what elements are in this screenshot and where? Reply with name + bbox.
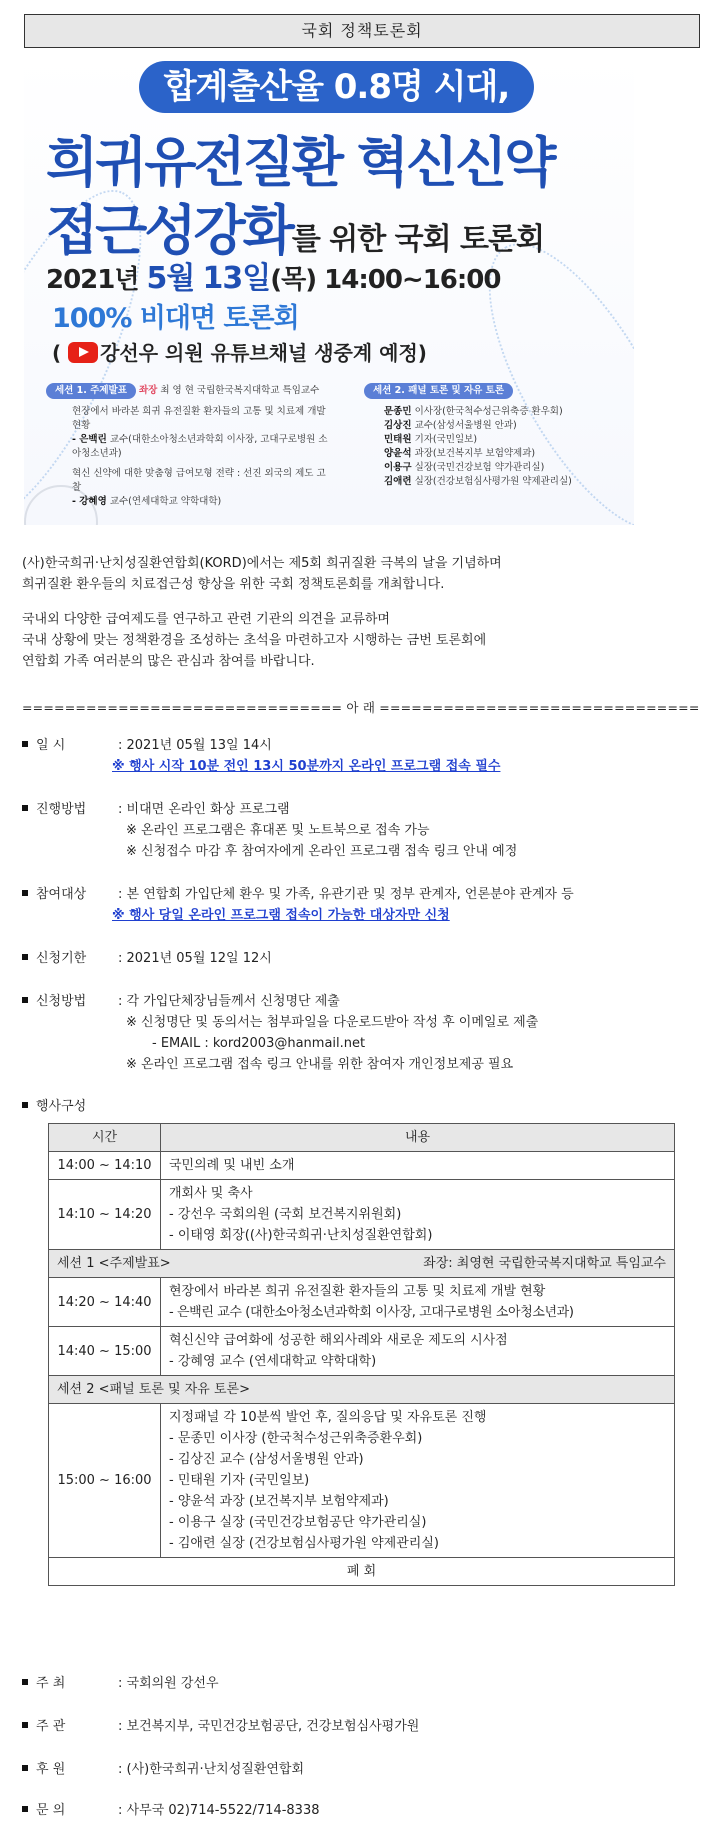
row-content: [161, 1278, 675, 1327]
method-note-2: ※ 신청접수 마감 후 참여자에게 온라인 프로그램 접속 링크 안내 예정: [126, 844, 518, 859]
detail-value: : 2021년 05월 12일 12시: [118, 951, 272, 966]
poster-headline-2-tail: 를 위한 국회 토론회: [291, 222, 545, 257]
footer-host: [22, 1673, 219, 1694]
panel-list: [364, 405, 624, 489]
detail-label: 일 시: [36, 738, 66, 753]
footer-label: 주 관: [36, 1719, 66, 1734]
table-row: [49, 1152, 675, 1180]
row-line: - 은백린 교수 (대한소아청소년과학회 이사장, 고대구로병원 소아청소년과): [169, 1305, 574, 1320]
session-row: [49, 1376, 675, 1404]
intro-line: 연합회 가족 여러분의 많은 관심과 참여를 바랍니다.: [22, 654, 315, 669]
intro-paragraph-1: [22, 553, 502, 595]
bullet-icon: [22, 954, 28, 960]
row-content: [161, 1404, 675, 1558]
panel-name: 문종민: [384, 406, 412, 417]
event-poster: [24, 55, 634, 525]
detail-label: 신청기한: [36, 951, 87, 966]
session-1-chair-row: 좌장: 최영현 국립한국복지대학교 특임교수: [423, 1256, 666, 1271]
detail-date: [22, 735, 500, 777]
detail-method: [22, 799, 517, 862]
bullet-icon: [22, 805, 28, 811]
footer-label: 후 원: [36, 1762, 66, 1777]
footer-label: 주 최: [36, 1676, 66, 1691]
footer-value: : 사무국 02)714-5522/714-8338: [118, 1803, 320, 1818]
panel-role: 기자(국민일보): [414, 434, 478, 445]
panel-member: [384, 405, 624, 419]
detail-value: : 본 연합회 가입단체 환우 및 가족, 유관기관 및 정부 관계자, 언론분야 관계자 등: [118, 887, 574, 902]
poster-youtube-text: 강선우 의원 유튜브채널 생중계 예정): [100, 341, 427, 365]
intro-line: 국내외 다양한 급여제도를 연구하고 관련 기관의 의견을 교류하며: [22, 612, 390, 627]
row-line: - 문종민 이사장 (한국척수성근위축증환우회): [169, 1431, 423, 1446]
table-header-content: 내용: [161, 1124, 675, 1152]
intro-line: 희귀질환 환우들의 치료접근성 향상을 위한 국회 정책토론회를 개최합니다.: [22, 577, 445, 592]
panel-role: 과장(보건복지부 보험약제과): [414, 448, 536, 459]
detail-program: [22, 1096, 86, 1117]
footer-contact: [22, 1800, 320, 1821]
poster-day: 13일: [202, 261, 271, 296]
footer-value: : 국회의원 강선우: [118, 1676, 219, 1691]
target-note: ※ 행사 당일 온라인 프로그램 접속이 가능한 대상자만 신청: [112, 908, 450, 923]
session-1-talk-1: 현장에서 바라본 희귀 유전질환 환자들의 고통 및 치료제 개발 현황: [72, 406, 326, 431]
panel-name: 김애련: [384, 476, 412, 487]
panel-name: 김상진: [384, 420, 412, 431]
bullet-icon: [22, 1806, 28, 1812]
detail-value: : 각 가입단체장님들께서 신청명단 제출: [118, 994, 340, 1009]
poster-pill: 합계출산율 0.8명 시대,: [139, 61, 534, 113]
bullet-icon: [22, 741, 28, 747]
panel-name: 이용구: [384, 462, 412, 473]
youtube-icon: [68, 342, 98, 363]
footer-organizer: [22, 1716, 419, 1737]
session-1-speaker-1: - 은백린: [72, 434, 107, 445]
panel-role: 실장(국민건강보험 약가관리실): [414, 462, 545, 473]
poster-session-1: [46, 383, 331, 509]
session-1-speaker-2: - 강혜영: [72, 496, 107, 507]
method-note-1: ※ 온라인 프로그램은 휴대폰 및 노트북으로 접속 가능: [126, 823, 430, 838]
row-content: [161, 1327, 675, 1376]
detail-label: 행사구성: [36, 1099, 87, 1114]
row-line: - 김애련 실장 (건강보험심사평가원 약제관리실): [169, 1536, 439, 1551]
row-time: 14:40 ~ 15:00: [49, 1327, 161, 1376]
row-line: 지정패널 각 10분씩 발언 후, 질의응답 및 자유토론 진행: [169, 1410, 487, 1425]
row-line: - 김상진 교수 (삼성서울병원 안과): [169, 1452, 364, 1467]
panel-member: [384, 419, 624, 433]
row-content: [161, 1152, 675, 1180]
session-2-tag: 세션 2. 패널 토론 및 자유 토론: [364, 383, 513, 399]
row-line: 혁신신약 급여화에 성공한 해외사례와 새로운 제도의 시사점: [169, 1333, 508, 1348]
table-row: [49, 1278, 675, 1327]
row-line: - 이태영 회장((사)한국희귀·난치성질환연합회): [169, 1228, 433, 1243]
footer-sponsor: [22, 1759, 304, 1780]
poster-year: 2021년: [46, 265, 139, 295]
row-time: 14:20 ~ 14:40: [49, 1278, 161, 1327]
footer-label: 문 의: [36, 1803, 66, 1818]
session-1-tag: 세션 1. 주제발표: [46, 383, 136, 399]
bullet-icon: [22, 1722, 28, 1728]
row-line: - 이용구 실장 (국민건강보험공단 약가관리실): [169, 1515, 427, 1530]
footer-value: : 보건복지부, 국민건강보험공단, 건강보험심사평가원: [118, 1719, 420, 1734]
session-1-aff-1: 교수(대한소아청소년과학회 이사장, 고대구로병원 소아청소년과): [72, 434, 328, 459]
panel-member: [384, 433, 624, 447]
session-1-chair-label: 좌장: [138, 385, 158, 396]
intro-paragraph-2: [22, 609, 486, 672]
poster-headline-1: 희귀유전질환 혁신신약: [46, 131, 554, 194]
detail-label: 진행방법: [36, 802, 87, 817]
row-line: - 민태원 기자 (국민일보): [169, 1473, 310, 1488]
poster-time: 14:00~16:00: [324, 265, 501, 295]
session-1-aff-2: 교수(연세대학교 약학대학): [109, 496, 222, 507]
session-1-talk-2: 혁신 신약에 대한 맞춤형 급여모형 전략 : 선진 외국의 제도 고찰: [72, 468, 326, 493]
footer-value: : (사)한국희귀·난치성질환연합회: [118, 1762, 305, 1777]
panel-role: 실장(건강보험심사평가원 약제관리실): [414, 476, 572, 487]
table-row: [49, 1327, 675, 1376]
intro-line: 국내 상황에 맞는 정책환경을 조성하는 초석을 마련하고자 시행하는 금번 토론회에: [22, 633, 487, 648]
detail-label: 신청방법: [36, 994, 87, 1009]
poster-weekday: (목): [270, 265, 317, 295]
program-table: [48, 1123, 675, 1586]
row-line: - 양윤석 과장 (보건복지부 보험약제과): [169, 1494, 389, 1509]
bullet-icon: [22, 890, 28, 896]
session-2-title: 세션 2 <패널 토론 및 자유 토론>: [57, 1382, 250, 1397]
bullet-icon: [22, 1765, 28, 1771]
bullet-icon: [22, 997, 28, 1003]
row-time: 15:00 ~ 16:00: [49, 1404, 161, 1558]
detail-target: [22, 884, 574, 926]
panel-name: 양윤석: [384, 448, 412, 459]
closing-row: 폐 회: [49, 1558, 675, 1586]
session-2-row: [49, 1376, 675, 1404]
table-header-time: 시간: [49, 1124, 161, 1152]
panel-role: 교수(삼성서울병원 안과): [414, 420, 517, 431]
table-header-row: [49, 1124, 675, 1152]
session-1-chair: 최 영 현 국립한국복지대학교 특임교수: [160, 385, 320, 396]
row-line: 개회사 및 축사: [169, 1186, 253, 1201]
table-row: [49, 1558, 675, 1586]
session-1-title: 세션 1 <주제발표>: [57, 1256, 171, 1271]
apply-note-3: ※ 온라인 프로그램 접속 링크 안내를 위한 참여자 개인정보제공 필요: [126, 1057, 514, 1072]
row-content: [161, 1180, 675, 1250]
panel-name: 민태원: [384, 434, 412, 445]
detail-value: : 2021년 05월 13일 14시: [118, 738, 272, 753]
poster-month: 5월: [146, 261, 195, 296]
bullet-icon: [22, 1679, 28, 1685]
separator-line: ============================== 아 래 ==============================: [22, 700, 700, 715]
table-row: [49, 1180, 675, 1250]
apply-note-1: ※ 신청명단 및 동의서는 첨부파일을 다운로드받아 작성 후 이메일로 제출: [126, 1015, 539, 1030]
intro-line: (사)한국희귀·난치성질환연합회(KORD)에서는 제5회 희귀질환 극복의 날을 기념하며: [22, 556, 502, 571]
detail-apply: [22, 991, 538, 1075]
row-line: 국민의례 및 내빈 소개: [169, 1158, 295, 1173]
detail-value: : 비대면 온라인 화상 프로그램: [118, 802, 290, 817]
poster-date: [46, 253, 500, 297]
row-time: 14:10 ~ 14:20: [49, 1180, 161, 1250]
panel-member: [384, 447, 624, 461]
panel-member: [384, 461, 624, 475]
apply-email[interactable]: - EMAIL : kord2003@hanmail.net: [152, 1036, 366, 1051]
page-title: 국회 정책토론회: [24, 14, 700, 48]
session-row: [49, 1250, 675, 1278]
table-row: [49, 1404, 675, 1558]
date-note: ※ 행사 시작 10분 전인 13시 50분까지 온라인 프로그램 접속 필수: [112, 759, 501, 774]
row-line: - 강선우 국회의원 (국회 보건복지위원회): [169, 1207, 402, 1222]
panel-role: 이사장(한국척수성근위축증 환우회): [414, 406, 563, 417]
poster-session-2: [364, 383, 624, 489]
row-time: 14:00 ~ 14:10: [49, 1152, 161, 1180]
poster-headline-2-main: 접근성강화: [46, 199, 292, 262]
poster-youtube: [52, 337, 427, 366]
detail-label: 참여대상: [36, 887, 87, 902]
detail-deadline: [22, 948, 272, 969]
panel-member: [384, 475, 624, 489]
poster-online: 100% 비대면 토론회: [52, 303, 299, 334]
row-line: 현장에서 바라본 희귀 유전질환 환자들의 고통 및 치료제 개발 현황: [169, 1284, 546, 1299]
bullet-icon: [22, 1102, 28, 1108]
poster-youtube-paren: (: [52, 341, 62, 365]
row-line: - 강혜영 교수 (연세대학교 약학대학): [169, 1354, 377, 1369]
session-1-row: [49, 1250, 675, 1278]
